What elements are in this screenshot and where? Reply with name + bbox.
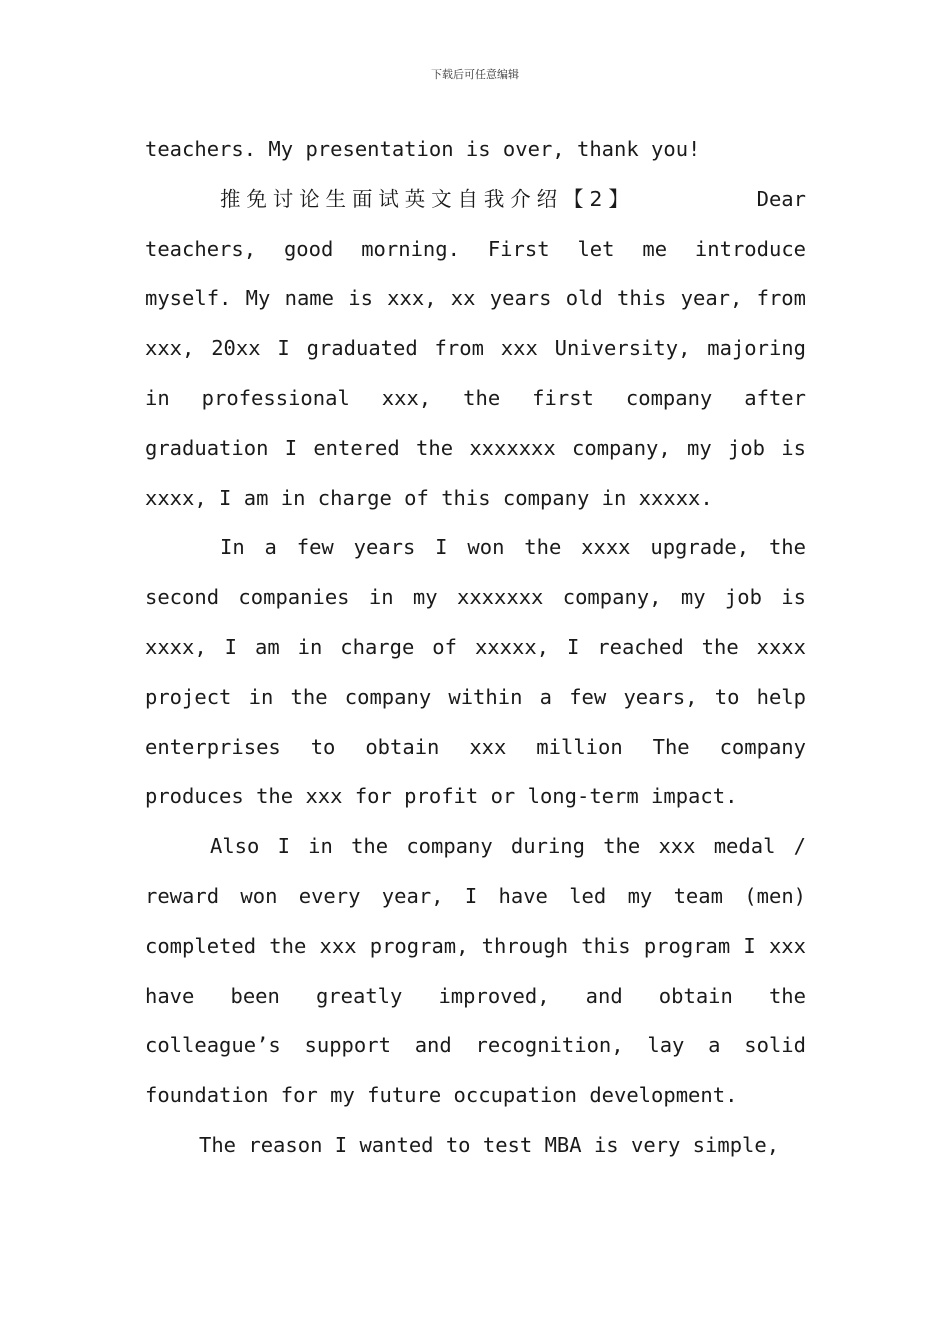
paragraph-achievements: Also I in the company during the xxx medal / reward won every year, I have led my team (men) completed the xxx program, through this program I xxx have been greatly improved, and obtain the colleague’s support and recognition, lay a solid foundation for my future occupation development. <box>145 834 806 1108</box>
document-body <box>145 125 806 1171</box>
section-heading: 推免讨论生面试英文自我介绍【2】 <box>220 186 635 211</box>
paragraph-intro <box>145 175 806 524</box>
paragraph-closing: teachers. My presentation is over, thank you! <box>145 137 701 161</box>
paragraph-career: In a few years I won the xxxx upgrade, the second companies in my xxxxxxx company, my job is xxxx, I am in charge of xxxxx, I reached the xxxx project in the company within a few years, to help enterprises to obtain xxx million The company produces the xxx for profit or long-term impact. <box>145 535 806 809</box>
paragraph-intro-text: Dear teachers, good morning. First let me introduce myself. My name is xxx, xx years old this year, from xxx, 20xx I graduated from xxx University, majoring in professional xxx, the first company after graduation I entered the xxxxxxx company, my job is xxxx, I am in charge of this company in xxxxx. <box>145 186 806 510</box>
paragraph-reason: The reason I wanted to test MBA is very simple, <box>199 1132 780 1157</box>
header-note: 下载后可任意编辑 <box>431 68 519 81</box>
